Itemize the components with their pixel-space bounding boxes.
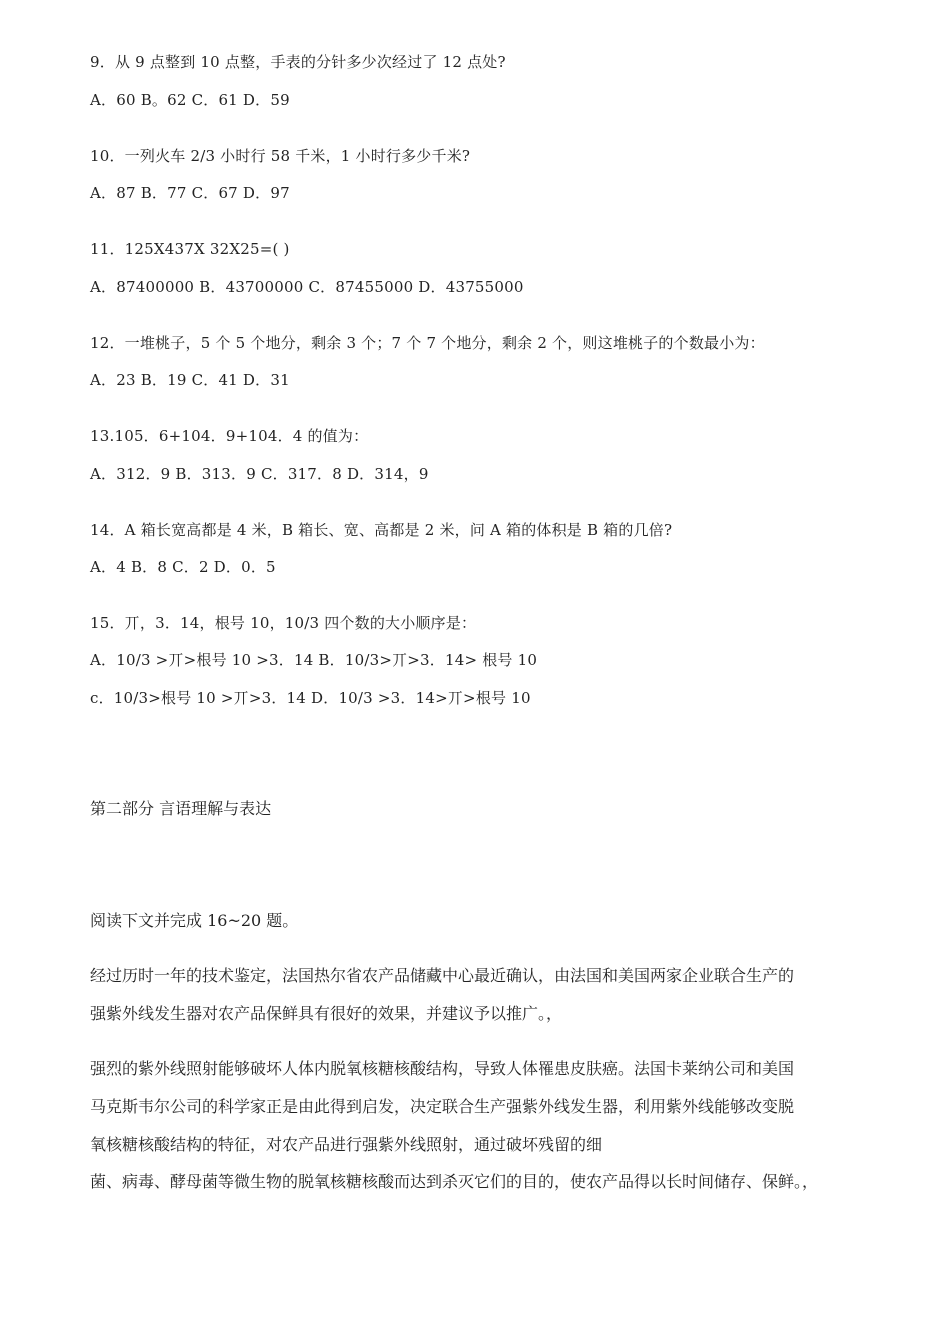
question-10-options: A．87 B．77 C．67 D．97: [90, 184, 290, 202]
question-15-options-ab: A．10/3 >丌>根号 10 >3．14 B．10/3>丌>3．14> 根号 10: [90, 651, 538, 669]
paragraph-2-line-4: 菌、病毒、酵母菌等微生物的脱氧核糖核酸而达到杀灭它们的目的，使农产品得以长时间储存、保鲜。，: [90, 1172, 819, 1191]
question-14-options: A．4 B．8 C．2 D．0．5: [90, 558, 276, 576]
paragraph-2-line-2: 马克斯韦尔公司的科学家正是由此得到启发，决定联合生产强紫外线发生器，利用紫外线能够改变脱: [90, 1097, 795, 1116]
reading-instruction: 阅读下文并完成 16~20 题。: [90, 911, 299, 930]
paragraph-2-line-1: 强烈的紫外线照射能够破坏人体内脱氧核糖核酸结构，导致人体罹患皮肤癌。法国卡莱纳公司和美国: [90, 1059, 795, 1078]
question-12-options: A．23 B．19 C．41 D．31: [90, 371, 290, 389]
question-11-stem: 11．125X437X 32X25=( ): [90, 240, 290, 258]
paragraph-1-line-1: 经过历时一年的技术鉴定，法国热尔省农产品储藏中心最近确认，由法国和美国两家企业联合生产的: [90, 966, 795, 985]
question-15-stem: 15．丌，3．14，根号 10，10/3 四个数的大小顺序是：: [90, 614, 477, 632]
paragraph-2-line-3: 氧核糖核酸结构的特征，对农产品进行强紫外线照射，通过破坏残留的细: [90, 1135, 603, 1154]
section-title: 第二部分 言语理解与表达: [90, 799, 272, 818]
question-14-stem: 14．A 箱长宽高都是 4 米，B 箱长、宽、高都是 2 米，问 A 箱的体积是 B 箱的几倍?: [90, 521, 673, 539]
question-9-stem: 9．从 9 点整到 10 点整，手表的分针多少次经过了 12 点处?: [90, 53, 506, 71]
question-13-options: A．312．9 B．313．9 C．317．8 D．314，9: [90, 465, 429, 483]
paragraph-1-line-2: 强紫外线发生器对农产品保鲜具有很好的效果，并建议予以推广。，: [90, 1004, 563, 1023]
question-13-stem: 13.105．6+104．9+104．4 的值为：: [90, 427, 369, 445]
question-10-stem: 10．一列火车 2/3 小时行 58 千米，1 小时行多少千米?: [90, 147, 471, 165]
question-15-options-cd: c．10/3>根号 10 >丌>3．14 D．10/3 >3．14>丌>根号 10: [90, 689, 531, 707]
question-9-options: A．60 B。62 C．61 D．59: [90, 91, 290, 109]
question-12-stem: 12．一堆桃子，5 个 5 个地分，剩余 3 个；7 个 7 个地分，剩余 2 个，则这堆桃子的个数最小为：: [90, 334, 765, 352]
question-11-options: A．87400000 B．43700000 C．87455000 D．43755000: [90, 278, 524, 296]
